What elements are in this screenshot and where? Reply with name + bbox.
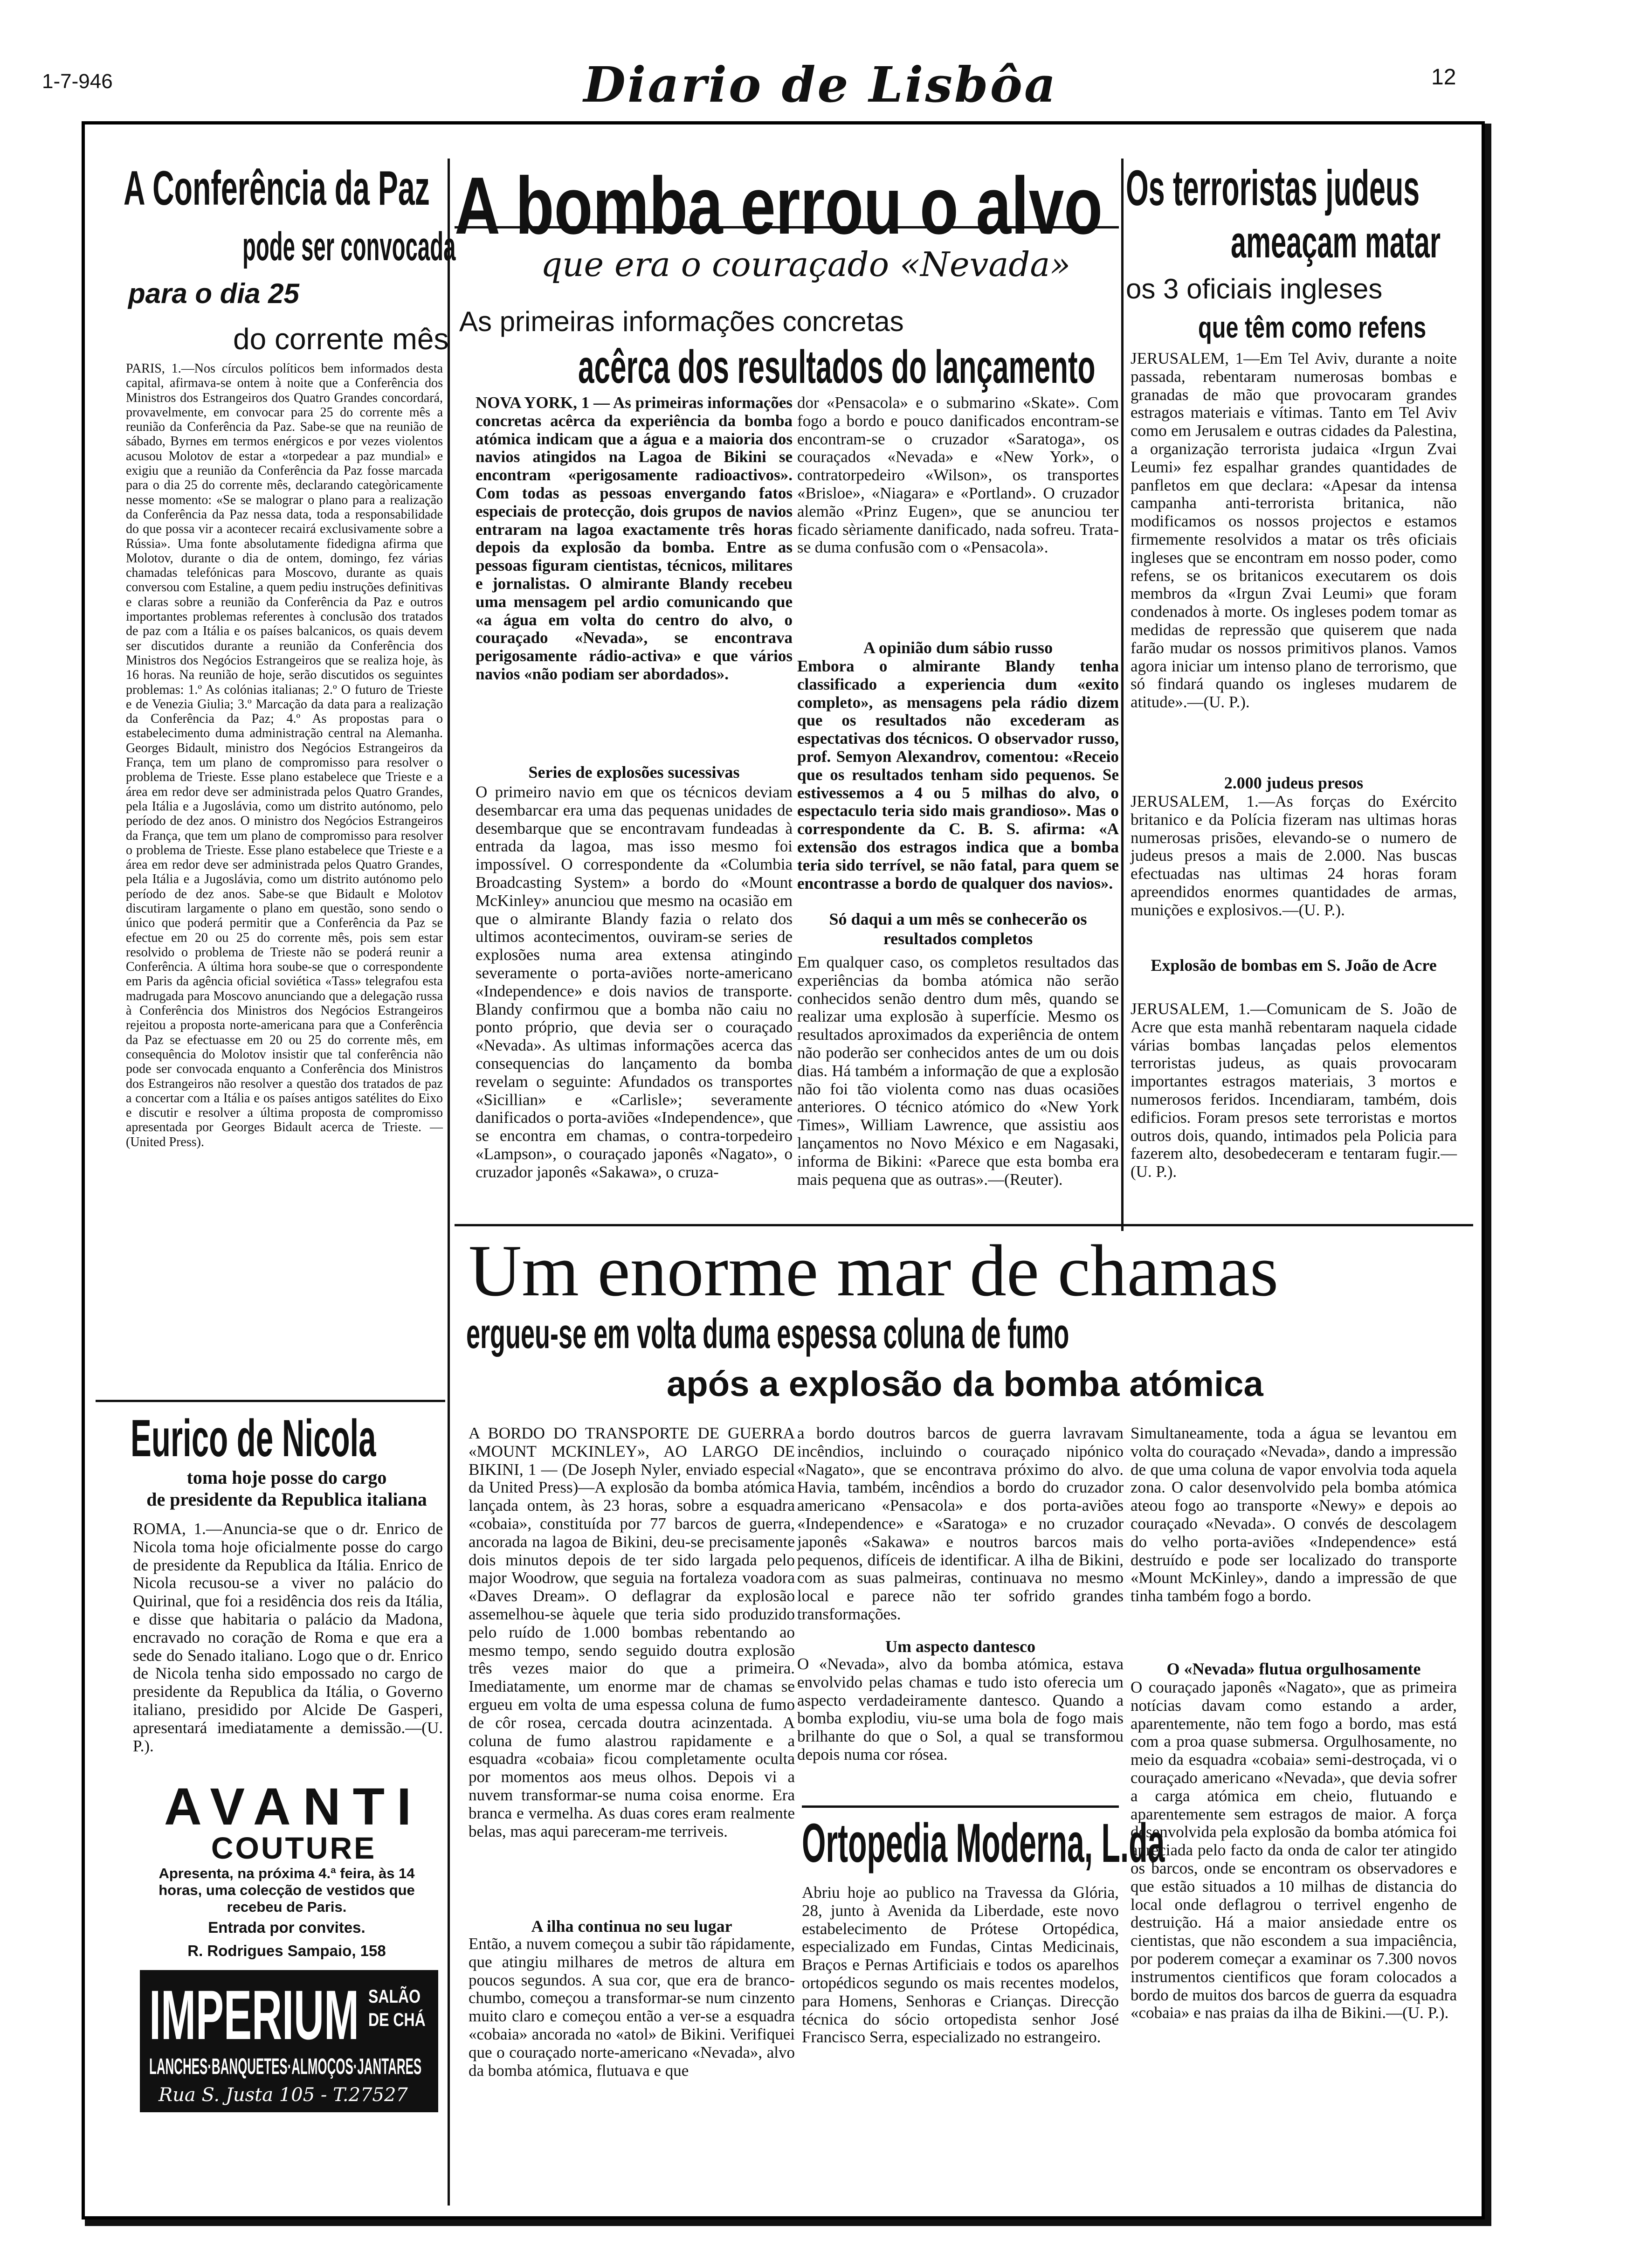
chamas-column-1: A BORDO DO TRANSPORTE DE GUERRA «MOUNT MCKINLEY», AO LARGO DE BIKINI, 1 — (De Joseph Nyler, enviado especial da United Press)—A explosão da bomba atómica lançada ontem, às 23 horas, sobre a esquadra «cobaia», constituída por 77 barcos de guerra, ancorada na lagoa de Bikini, deu-se precisamente dois minutos depois de ter sido largada pelo major Woodrow, que seguia na fortaleza voadora «Daves Dream». O deflagrar da explosão assemelhou-se àquele que teria sido produzido pelo ruído de 1.000 bombas rebentando ao mesmo tempo, sendo seguido doutra explosão três vezes maior do que a primeira. Imediatamente, um enorme mar de chamas se ergueu em volta de uma espessa coluna de fumo de côr rosea, cercada doutra acinzentada. A coluna de fumo alastrou rapidamente e a esquadra «cobaia» ficou completamente oculta por momentos aos meus olhos. Depois vi a nuvem transformar-se numa coisa enorme. Era branca e vermelha. As duas cores eram realmente belas, mas aqui pareceram-me terriveis.	[469, 1424, 795, 1840]
bomba-body-4: Em qualquer caso, os completos resultados das experiências da bomba atómica não serão conhecidos senão dentro dum mês, quando se realizar uma explosão à superfície. Mesmo os resultados aproximados da experiência de ontem não poderão ser conhecidos antes de um ou dois dias. Há também a informação de que a explosão não foi tão violenta como nas duas ocasiões anteriores. O técnico atómico do «New York Times», William Lawrence, que assistiu aos lançamentos no Novo México e em Nagasaki, informa de Bikini: «Parece que esta bomba era mais pequena que as outras».—(Reuter).	[797, 953, 1119, 1189]
avanti-ad-address: R. Rodrigues Sampaio, 158	[187, 1942, 386, 1959]
bomba-subhead-series: Series de explosões sucessivas	[528, 763, 740, 781]
nicola-subhead-2: de presidente da Republica italiana	[146, 1489, 427, 1510]
chamas-subhead-nevada: O «Nevada» flutua orgulhosamente	[1166, 1660, 1421, 1678]
conferencia-headline-2: pode ser convocada	[242, 224, 456, 269]
bomba-body-2: dor «Pensacola» e o submarino «Skate». Com fogo a bordo e pouco danificados encontram-se encontram-se o cruzador «Saratoga», os couraçados «Nevada» e «New York», o contratorpedeiro «Wilson», os transportes «Brisloe», «Niagara» e «Portland». O cruzador alemão «Prinz Eugen», que se anunciou ter ficado sèriamente danificado, nada sofreu. Trata-se duma confusão com o «Pensacola».	[797, 394, 1119, 557]
chamas-subhead-2: após a explosão da bomba atómica	[667, 1364, 1263, 1404]
nicola-subhead: toma hoje posse do cargo	[186, 1467, 387, 1488]
section-divider	[96, 1400, 445, 1402]
bomba-body-1: O primeiro navio em que os técnicos deviam desembarcar era uma das pequenas unidades de desembarque que se encontravam fundeadas à entrada da lagoa, mas isso mesmo foi impossível. O correspondente da «Columbia Broadcasting System» a bordo do «Mount McKinley» anunciou que mesmo na ocasião em que o almirante Blandy fazia o relato dos ultimos acontecimentos, ouviram-se series de explosões numa area extensa atingindo severamente o porta-aviões norte-americano «Independence» e dois navios de transporte. Blandy confirmou que a bomba não caiu no ponto próprio, que devia ser o couraçado «Nevada». As ultimas informações acerca das consequencias do lançamento da bomba revelam o seguinte: Afundados os transportes «Sicillian» e «Carlisle»; severamente danificados o porta-aviões «Independence», que se encontra em chamas, o contra-torpedeiro «Lampson», o couraçado japonês «Nagato», o cruzador japonês «Sakawa», o cruza-	[476, 783, 793, 1181]
chamas-headline: Um enorme mar de chamas	[469, 1230, 1279, 1312]
imperium-ad-cha: DE CHÁ	[368, 2010, 426, 2030]
ortopedia-body: Abriu hoje ao publico na Travessa da Glória, 28, junto à Avenida da Liberdade, este novo estabelecimento de Prótese Ortopédica, especializado em Fundas, Cintas Medicinais, Braços e Pernas Artificiais e todos os aparelhos ortopédicos segundo os mais recentes modelos, para Homens, Senhoras e Crianças. Direcção técnica do sócio ortopedista senhor José Francisco Serra, especializado no estrangeiro.	[802, 1883, 1119, 2047]
conferencia-headline: A Conferência da Paz	[124, 161, 430, 215]
chamas-subhead-ilha: A ilha continua no seu lugar	[531, 1917, 732, 1936]
chamas-column-2b: O «Nevada», alvo da bomba atómica, estava envolvido pelas chamas e tudo isto oferecia um aspecto verdadeiramente dantesco. Quando a bomba explodiu, viu-se uma bola de fogo mais brilhante do que o Sol, a qual se transformou depois numa cor rósea.	[797, 1655, 1124, 1763]
conferencia-headline-3: para o dia 25	[128, 278, 299, 309]
nicola-body: ROMA, 1.—Anuncia-se que o dr. Enrico de Nicola toma hoje oficialmente posse do cargo de presidente da Republica da Itália. Enrico de Nicola recusou-se a viver no palácio do Quirinal, que foi a residência dos reis da Itália, e disse que habitaria o palácio da Madona, encravado no coração de Roma e que era a sede do Senado italiano. Logo que o dr. Enrico de Nicola tenha sido empossado no cargo de presidente da Republica da Itália, o Governo italiano, presidido por Alcide De Gasperi, apresentará imediatamente a demissão.—(U. P.).	[133, 1520, 443, 1755]
terroristas-body-2: JERUSALEM, 1.—As forças do Exército britanico e da Polícia fizeram nas ultimas horas numerosas prisões, elevando-se o numero de judeus presos a mais de 2.000. Nas buscas efectuadas nas ultimas 24 horas foram apreendidos enormes quantidades de armas, munições e explosivos.—(U. P.).	[1131, 792, 1457, 919]
bomba-body-3: Embora o almirante Blandy tenha classificado a experiencia dum «exito completo», as mensagens pela rádio dizem que os resultados não excederam as espectativas dos técnicos. O observador russo, prof. Semyon Alexandrov, comentou: «Receio que os resultados tenham sido pequenos. Se estivessemos a 4 ou 5 milhas do alvo, o espectaculo teria sido mais grandioso». Mas o correspondente da C. B. S. afirma: «A extensão dos estragos indica que a bomba teria sido terrível, se não fatal, para quem se encontrasse a bordo de qualquer dos navios».	[797, 657, 1119, 892]
conferencia-body: PARIS, 1.—Nos círculos políticos bem informados desta capital, afirmava-se ontem à noite que a Conferência dos Ministros dos Estrangeiros dos Quatro Grandes concordará, provavelmente, em convocar para 25 do corrente mês a reunião da Conferência da Paz. Sabe-se que na reunião de sábado, Byrnes em termos enérgicos e por vezes violentos acusou Molotov de estar a «torpedear a paz mundial» e exigiu que a reunião da Conferência da Paz fosse marcada para o dia 25 do corrente mês, declarando categòricamente nesse momento: «Se se malograr o plano para a realização da Conferência da Paz nessa data, toda a responsabilidade do que possa vir a acontecer recairá exclusivamente sobre a Rússia». Uma fonte absolutamente fidedigna afirma que Molotov, durante o dia de ontem, domingo, fez várias chamadas telefónicas para Moscovo, durante as quais conversou com Estaline, a quem pediu instruções definitivas e claras sobre a reunião da Conferência da Paz e outros importantes problemas referentes à conclusão dos tratados de paz com a Itália e os países balcanicos, os quais devem ser discutidos durante a reunião da Conferência dos Ministros dos Negócios Estrangeiros que se realiza hoje, às 16 horas. Na reunião de hoje, serão discutidos os seguintes problemas: 1.º As colónias italianas; 2.º O futuro de Trieste e de Venezia Giulia; 3.º Marcação da data para a realização da Conferência da Paz; 4.º As propostas para o estabelecimento duma administração central na Alemanha. Georges Bidault, ministro dos Negócios Estrangeiros da França, tem um plano de compromisso para resolver o problema de Trieste. Esse plano estabelece que Trieste e a área em redor deve ser administrada pelos Quatro Grandes, pela Itália e a Jugoslávia, como um distrito autónomo, pelo período de dez anos. O ministro dos Negócios Estrangeiros da França, que tem um plano de compromisso para resolver o problema de Trieste. Esse plano estabelece que Trieste e a área em redor deve ser administrada pelos Quatro Grandes, pela Itália e a Jugoslávia, como um distrito autónomo pelo período de dez anos. Sabe-se que Bidault e Molotov discutiram largamente o plano em questão, sono sendo o único que poderá permitir que a Conferência da Paz se efectue em 20 ou 25 do corrente mês, pois sem estar resolvido o problema de Trieste não se poderá reunir a Conferência. A última hora soube-se que o correspondente em Paris da agência oficial soviética «Tass» telegrafou esta madrugada para Moscovo anunciando que a delegação russa à Conferência dos Ministros dos Negócios Estrangeiros rejeitou a proposta norte-americana para que a Conferência da Paz se efectuasse em 20 ou 25 do corrente mês, em consequência do Molotov insistir que tal conferência não pode ser convocada enquanto a Conferência dos Ministros dos Estrangeiros não resolver a questão dos tratados de paz a concertar com a Itália e os países antigos satélites do Eixo e discutir e resolver a última proposta de compromisso apresentada por Georges Bidault acerca de Trieste. —(United Press).	[126, 361, 443, 1149]
frame-shadow-right	[1485, 124, 1491, 2222]
avanti-ad-text: Apresenta, na próxima 4.ª feira, às 14 horas, uma colecção de vestidos que recebeu de Paris.	[159, 1865, 415, 1915]
chamas-subhead-aspecto: Um aspecto dantesco	[885, 1637, 1035, 1656]
terroristas-headline-4: que têm como refens	[1198, 311, 1427, 344]
bomba-headline: A bomba errou o alvo	[455, 160, 1103, 251]
chamas-column-1b: Então, a nuvem começou a subir tão rápidamente, que atingiu milhares de metros de altura em poucos segundos. A sua cor, que era de branco-chumbo, começou a transformar-se num cinzento muito claro e começou então a ver-se a esquadra «cobaia» ancorada no «atol» de Bikini. Verifiquei que o couraçado norte-americano «Nevada», alvo da bomba atómica, flutuava e que	[469, 1935, 795, 2080]
bomba-deck-2: acêrca dos resultados do lançamento	[578, 341, 1096, 393]
newspaper-title: Diario de Lisbôa	[583, 56, 1058, 113]
imperium-ad-address: Rua S. Justa 105 - T.27527	[159, 2084, 408, 2106]
imperium-ad	[140, 1970, 438, 2112]
conferencia-headline-4: do corrente mês	[233, 322, 449, 356]
terroristas-subhead-presos: 2.000 judeus presos	[1224, 774, 1364, 792]
imperium-ad-services: LANCHES·BANQUETES·ALMOÇOS·JANTARES	[149, 2054, 422, 2079]
bomba-deck: As primeiras informações concretas	[459, 306, 904, 337]
terroristas-body-1: JERUSALEM, 1—Em Tel Aviv, durante a noite passada, rebentaram numerosas bombas e granadas de mão que provocaram grandes estragos materiais e vítimas. Tanto em Tel Aviv como em Jerusalem e outras cidades da Palestina, a organização terrorista judaica «Irgun Zvai Leumi» fez espalhar grandes quantidades de panfletos em que declara: «Apesar da intensa campanha anti-terrorista britanica, não modificamos os nossos projectos e estamos firmemente resolvidos a matar os três oficiais ingleses que se encontram em nosso poder, como refens, se os britanicos executarem os dois membros da «Irgun Zvai Leumi» que foram condenados à morte. Os ingleses podem tomar as medidas de repressão que quiserem que nada farão mudar os nossos primitivos planos. Vamos agora iniciar um intenso plano de terrorismo, que só findará quando os ingleses mudarem de atitude».—(U. P.).	[1131, 349, 1457, 712]
avanti-ad-name: AVANTI	[164, 1777, 424, 1836]
terroristas-body-3: JERUSALEM, 1.—Comunicam de S. João de Acre que esta manhã rebentaram naquela cidade várias bombas lançadas pelos elementos terroristas judeus, as quais provocaram importantes estragos materiais, 3 mortos e numerosos feridos. Incendiaram, também, dois edificios. Foram presos sete terroristas e mortos outros dois, quando, intimados pela Policia para fazerem alto, desobedeceram e tentaram fugir.—(U. P.).	[1131, 1000, 1457, 1181]
imperium-ad-salao: SALÃO	[368, 1986, 421, 2007]
avanti-ad-subtitle: COUTURE	[211, 1831, 377, 1865]
frame-shadow-bottom	[85, 2220, 1491, 2226]
imperium-ad-name: IMPERIUM	[149, 1976, 359, 2054]
issue-date: 1-7-946	[42, 70, 113, 93]
bomba-subhead-opiniao: A opinião dum sábio russo	[863, 638, 1053, 657]
column-rule	[448, 159, 450, 2206]
chamas-column-2: a bordo doutros barcos de guerra lavravam incêndios, incluindo o couraçado nipónico «Nagato», que se encontrava próximo do alvo. Havia, também, incêndios a bordo do cruzador americano «Pensacola» e dos porta-aviões «Independence» e «Saratoga» e no cruzador japonês «Sakawa» e noutros barcos mais pequenos, difíceis de identificar. A ilha de Bikini, com as suas palmeiras, continuava no mesmo local e parece não ter sofrido grandes transformações.	[797, 1424, 1124, 1623]
column-rule	[1121, 159, 1124, 1231]
terroristas-subhead-acre: Explosão de bombas em S. João de Acre	[1151, 956, 1437, 975]
bomba-lead: NOVA YORK, 1 — As primeiras informações concretas acêrca da experiência da bomba atómica indicam que a água e a maioria dos navios atingidos na Lagoa de Bikini se encontram «perigosamente radioactivos». Com todas as pessoas envergando fatos especiais de protecção, dois grupos de navios entraram na lagoa exactamente três horas depois da explosão da bomba. Entre as pessoas figuram cientistas, técnicos, militares e jornalistas. O almirante Blandy recebeu uma mensagem pel ardio comunicando que «a água em volta do centro do alvo, o couraçado «Nevada», se encontrava perigosamente rádio-activa» e que vários navios «não podiam ser abordados».	[476, 394, 793, 683]
bomba-subhead-mes: Só daqui a um mês se conhecerão os resultados completos	[829, 910, 1087, 948]
chamas-column-3b: O couraçado japonês «Nagato», que as primeira notícias davam como estando a arder, aparentemente, não tem fogo a bordo, mas está com a proa quase submersa. Orgulhosamente, no meio da esquadra «cobaia» semi-destroçada, vi o couraçado americano «Nevada», que devia sofrer a carga atómica em cheio, flutuando e aparentemente sem estragos de maior. A força desenvolvida pela explosão da bomba atómica foi apreciada pelo facto da onda de calor ter atingido os barcos, onde se encontram os observadores e que estão situados a 10 milhas de distancia do local onde deflagrou o terrivel engenho de destruição. Há a maior ansiedade entre os cientistas, que não escondem a sua impaciência, por poderem começar a examinar os 7.300 novos instrumentos cientificos que foram colocados a bordo de muitos dos barcos de guerra da esquadra «cobaia» e nas praias da ilha de Bikini.—(U. P.).	[1131, 1678, 1457, 2022]
nicola-headline: Eurico de Nicola	[131, 1409, 376, 1467]
ortopedia-headline: Ortopedia Moderna, L.da	[802, 1812, 1165, 1874]
terroristas-headline-3: os 3 oficiais ingleses	[1126, 273, 1383, 304]
ortopedia-rule	[802, 1805, 1119, 1808]
terroristas-headline-2: ameaçam matar	[1231, 217, 1441, 267]
chamas-subhead: ergueu-se em volta duma espessa coluna de fumo	[466, 1311, 1069, 1357]
page-number: 12	[1431, 65, 1456, 90]
avanti-ad-entrada: Entrada por convites.	[208, 1919, 365, 1936]
chamas-column-3: Simultaneamente, toda a água se levantou em volta do couraçado «Nevada», dando a impressão de que uma coluna de vapor envolvia toda aquela zona. O calor desenvolvido pela bomba atómica ateou fogo ao transporte «Newy» e depois ao couraçado «Nevada». O convés de descolagem do velho porta-aviões «Independence» está destruído e pode ser localizado do transporte «Mount McKinley», dando a impressão de que tinha também fogo a bordo.	[1131, 1424, 1457, 1605]
terroristas-headline: Os terroristas judeus	[1126, 159, 1420, 216]
bomba-subhead: que era o couraçado «Nevada»	[541, 245, 1071, 284]
